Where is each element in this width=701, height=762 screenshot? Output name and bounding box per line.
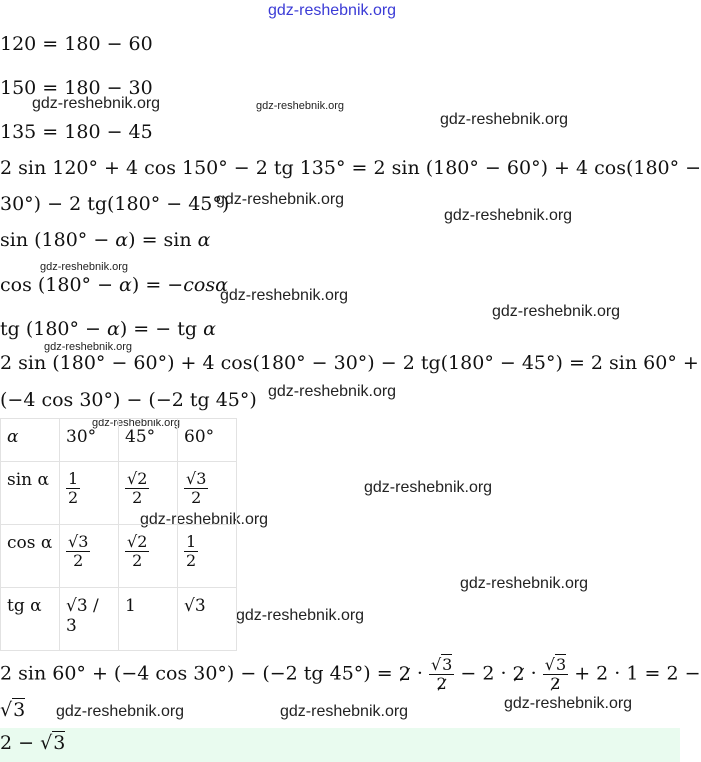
watermark: gdz-reshebnik.org [40, 261, 129, 273]
table-cell: $\frac{√2}{2}$ [119, 525, 178, 588]
watermark: gdz-reshebnik.org [492, 303, 621, 320]
formula-cos [0, 273, 228, 297]
alpha-symbol: α [197, 229, 211, 251]
final-computation-line-2: √3 [0, 699, 26, 721]
table-row [1, 525, 237, 588]
watermark: gdz-reshebnik.org [92, 417, 181, 429]
alpha-symbol: α [115, 229, 129, 251]
formula-cos-c: cos [183, 274, 216, 296]
watermark: gdz-reshebnik.org [44, 341, 133, 353]
formula-cos-b: ) = − [131, 274, 184, 296]
row-label: sin α [1, 462, 60, 525]
equation-150: 150 = 180 − 30 [0, 77, 153, 99]
substitution-line-2: (−4 cos 30°) − (−2 tg 45°) [0, 389, 257, 411]
watermark: gdz-reshebnik.org [256, 100, 345, 112]
table-cell: $\frac{√3}{2}$ [60, 525, 119, 588]
answer-text: 2 − √3 [0, 732, 66, 754]
final-part1: 2 sin 60° + (−4 cos 30°) − (−2 tg 45°) = [0, 662, 399, 685]
watermark-top: gdz-reshebnik.org [268, 2, 397, 19]
expression-line-1: 2 sin 120° + 4 cos 150° − 2 tg 135° = 2 sin (180° − 60°) + 4 cos(180° − [0, 157, 701, 179]
table-cell: $\frac{√3}{2}$ [178, 462, 237, 525]
watermark: gdz-reshebnik.org [364, 479, 493, 496]
cancelled-two: 2 [512, 662, 525, 685]
minus-two-dot: − 2 · [454, 662, 513, 685]
sqrt3-over-2: $\frac{√3}{2}$ [430, 655, 453, 693]
alpha-symbol: α [203, 318, 216, 340]
formula-cos-a: cos (180° − [0, 274, 120, 296]
substitution-line-1: 2 sin (180° − 60°) + 4 cos(180° − 30°) − 2 tg(180° − 45°) = 2 sin 60° + [0, 352, 699, 374]
row-label: tg α [1, 588, 60, 651]
watermark: gdz-reshebnik.org [236, 607, 365, 624]
formula-tg-a: tg (180° − [0, 318, 108, 340]
watermark: gdz-reshebnik.org [56, 703, 185, 720]
watermark: gdz-reshebnik.org [280, 703, 409, 720]
equation-120: 120 = 180 − 60 [0, 33, 153, 55]
table-row [1, 588, 237, 651]
dot: · [410, 662, 429, 685]
watermark: gdz-reshebnik.org [32, 95, 161, 112]
table-header-cell: α [1, 419, 60, 462]
alpha-symbol: α [107, 318, 120, 340]
final-tail: + 2 · 1 = 2 − [568, 662, 701, 685]
alpha-symbol: α [215, 274, 228, 296]
table-cell: √3 / 3 [60, 588, 119, 651]
equation-135: 135 = 180 − 45 [0, 121, 153, 143]
table-row [1, 462, 237, 525]
watermark: gdz-reshebnik.org [216, 191, 345, 208]
cancelled-two: 2 [398, 662, 411, 685]
expression-line-2: 30°) − 2 tg(180° − 45°) [0, 193, 230, 215]
table-cell: √3 [178, 588, 237, 651]
formula-sin-a: sin (180° − [0, 229, 116, 251]
table-cell: $\frac{1}{2}$ [178, 525, 237, 588]
table-header-cell: 60° [178, 419, 237, 462]
formula-tg [0, 317, 216, 341]
dot: · [524, 662, 543, 685]
alpha-symbol: α [119, 274, 132, 296]
watermark: gdz-reshebnik.org [140, 511, 269, 528]
answer-box [0, 728, 680, 762]
table-cell: 1 [119, 588, 178, 651]
table-cell: $\frac{1}{2}$ [60, 462, 119, 525]
formula-sin [0, 228, 210, 252]
sqrt3-over-2: $\frac{√3}{2}$ [544, 655, 567, 693]
trig-values-table [0, 418, 237, 651]
watermark: gdz-reshebnik.org [440, 111, 569, 128]
watermark: gdz-reshebnik.org [268, 383, 397, 400]
formula-sin-b: ) = sin [128, 229, 198, 251]
formula-tg-b: ) = − tg [119, 318, 204, 340]
final-computation-line-1 [0, 656, 701, 693]
watermark: gdz-reshebnik.org [444, 207, 573, 224]
table-header-row [1, 419, 237, 462]
row-label: cos α [1, 525, 60, 588]
watermark: gdz-reshebnik.org [220, 287, 349, 304]
watermark: gdz-reshebnik.org [504, 695, 633, 712]
table-header-cell: 45° [119, 419, 178, 462]
table-header-cell: 30° [60, 419, 119, 462]
watermark: gdz-reshebnik.org [460, 575, 589, 592]
table-cell: $\frac{√2}{2}$ [119, 462, 178, 525]
